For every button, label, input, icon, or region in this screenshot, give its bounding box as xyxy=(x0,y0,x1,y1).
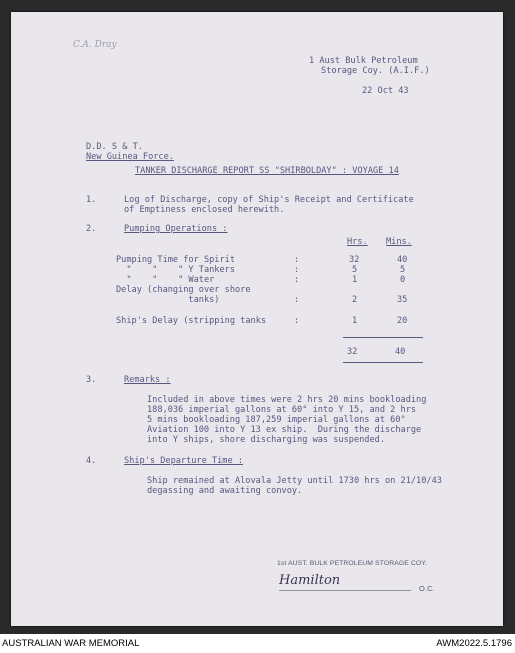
remarks-line: into Y ships, shore discharging was suspended. xyxy=(147,435,385,445)
row-label: Ship's Delay (stripping tanks xyxy=(116,316,267,326)
row-label: " " " Water xyxy=(116,275,215,285)
remarks-line: 5 mins bookloading 187,259 imperial gallons at 60° xyxy=(147,415,406,425)
row-minutes: 20 xyxy=(397,316,408,326)
row-minutes: 0 xyxy=(400,275,406,285)
row-label: " " " Y Tankers xyxy=(116,265,235,275)
row-separator: : xyxy=(294,316,300,326)
section-3-number: 3. xyxy=(86,375,97,385)
section-1-line-2: of Emptiness enclosed herewith. xyxy=(124,205,285,215)
column-minutes: Mins. xyxy=(386,237,412,247)
signature-title: O.C. xyxy=(419,584,435,593)
section-1-number: 1. xyxy=(86,195,97,205)
section-1-line-1: Log of Discharge, copy of Ship's Receipt and Certificate xyxy=(124,195,414,205)
archive-reference: AWM2022.5.1796 xyxy=(436,638,512,649)
pencil-note: C.A. Dray xyxy=(73,40,117,50)
row-minutes: 5 xyxy=(400,265,406,275)
section-2-heading: Pumping Operations : xyxy=(124,224,228,234)
archive-name: AUSTRALIAN WAR MEMORIAL xyxy=(2,638,140,649)
departure-line: degassing and awaiting convoy. xyxy=(147,486,303,496)
row-label: Delay (changing over shore xyxy=(116,285,251,295)
section-4-heading: Ship's Departure Time : xyxy=(124,456,243,466)
total-rule-bottom xyxy=(343,362,423,363)
row-minutes: 40 xyxy=(397,255,408,265)
unit-line-2: Storage Coy. (A.I.F.) xyxy=(321,66,430,76)
row-hours: 2 xyxy=(352,295,358,305)
handwritten-signature: Hamilton xyxy=(279,573,341,588)
unit-line-1: 1 Aust Bulk Petroleum xyxy=(309,56,418,66)
row-minutes: 35 xyxy=(397,295,408,305)
row-hours: 32 xyxy=(349,255,360,265)
remarks-line: 188,036 imperial gallons at 60° into Y 15, and 2 hrs xyxy=(147,405,417,415)
remarks-line: Aviation 100 into Y 13 ex ship. During the discharge xyxy=(147,425,422,435)
row-separator: : xyxy=(294,295,300,305)
departure-line: Ship remained at Alovala Jetty until 1730 hrs on 21/10/43 xyxy=(147,476,442,486)
addressee-line-2: New Guinea Force. xyxy=(86,152,174,162)
remarks-line: Included in above times were 2 hrs 20 mins bookloading xyxy=(147,395,427,405)
row-hours: 5 xyxy=(352,265,358,275)
row-separator: : xyxy=(294,275,300,285)
row-hours: 1 xyxy=(352,316,358,326)
letter-date: 22 Oct 43 xyxy=(362,86,409,96)
total-minutes: 40 xyxy=(395,347,406,357)
addressee-line-1: D.D. S & T. xyxy=(86,142,143,152)
row-label: Pumping Time for Spirit xyxy=(116,255,235,265)
total-hours: 32 xyxy=(347,347,358,357)
unit-stamp: 1st AUST. BULK PETROLEUM STORAGE COY. xyxy=(277,560,428,567)
row-hours: 1 xyxy=(352,275,358,285)
total-rule-top xyxy=(343,337,423,338)
report-title: TANKER DISCHARGE REPORT SS "SHIRBOLDAY" : VOYAGE 14 xyxy=(135,166,399,176)
row-separator: : xyxy=(294,265,300,275)
section-2-number: 2. xyxy=(86,224,97,234)
row-separator: : xyxy=(294,255,300,265)
section-3-heading: Remarks : xyxy=(124,375,171,385)
signature-line xyxy=(279,590,411,591)
row-label: tanks) xyxy=(116,295,220,305)
section-4-number: 4. xyxy=(86,456,97,466)
document-page xyxy=(11,12,503,626)
archive-footer xyxy=(0,634,515,653)
column-hours: Hrs. xyxy=(347,237,368,247)
